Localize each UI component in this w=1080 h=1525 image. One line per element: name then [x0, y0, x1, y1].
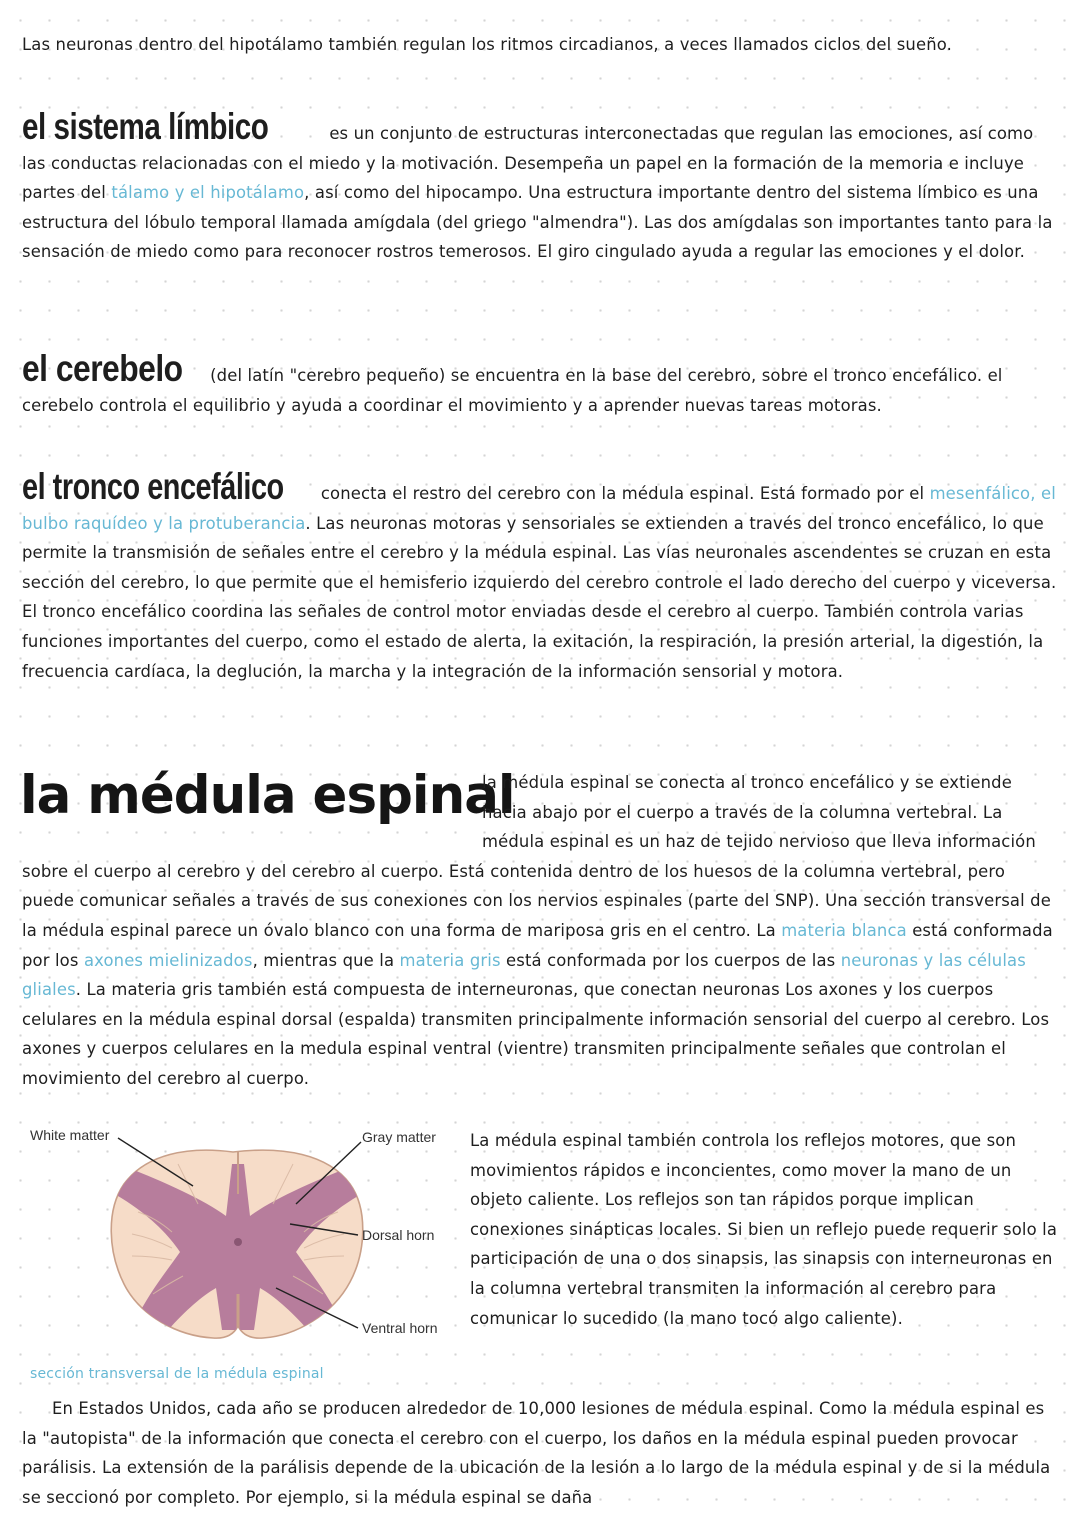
link-white-matter: materia blanca	[781, 920, 907, 940]
reflex-section	[470, 1126, 1062, 1333]
spinal-cord-figure	[28, 1124, 453, 1356]
last-section	[22, 1394, 1062, 1512]
heading-spacer	[22, 768, 482, 828]
cerebellum-heading: el cerebelo	[22, 348, 183, 389]
central-canal	[234, 1238, 242, 1246]
cerebellum-section	[22, 348, 1062, 420]
brainstem-section	[22, 466, 1062, 686]
brainstem-text-1: conecta el restro del cerebro con la médula espinal. Está formado por el	[320, 484, 925, 503]
link-neurons-glia: neuronas y las células gliales	[22, 950, 1026, 1000]
link-myelinated-axons: axones mielinizados	[83, 950, 253, 970]
intro-text: Las neuronas dentro del hipotálamo también regulan los ritmos circadianos, a veces llamados ciclos del sueño.	[22, 35, 952, 54]
limbic-text-1: es un conjunto de estructuras interconectadas que regulan las emociones, así como las conductas relacionadas con el miedo y la motivación. Desempeña un papel en la formación de la memoria e incluye partes del	[22, 124, 1034, 203]
limbic-section	[22, 106, 1062, 267]
spinal-text-4: está conformada por los cuerpos de las	[506, 950, 836, 970]
spinal-text-1: la médula espinal se conecta al tronco encefálico y se extiende hacia abajo por el cuerpo a través de la columna vertebral. La médula espinal es un haz de tejido nervioso que lleva información sobre el cuerpo al cerebro y del cerebro al cuerpo. Está contenida dentro de los huesos de la columna vertebral, pero puede comunicar señales a través de sus conexiones con los nervios espinales (parte del SNP). Una sección transversal de la médula espinal parece un óvalo blanco con una forma de mariposa gris en el centro. La	[22, 773, 1051, 940]
spinal-text-2: está conformada por los	[22, 920, 1053, 970]
limbic-paragraph	[22, 106, 1062, 267]
spinal-heading: la médula espinal	[20, 765, 515, 826]
limbic-text-2: , así como del hipocampo. Una estructura importante dentro del sistema límbico es una estructura del lóbulo temporal llamada amígdala (del griego "almendra"). Las dos amígdalas son importantes tanto para la sensación de miedo como para reconocer rostros temerosos. El giro cingulado ayuda a regular las emociones y el dolor.	[22, 183, 1053, 262]
spinal-text-5: . La materia gris también está compuesta de interneuronas, que conectan neuronas Los axones y los cuerpos celulares en la médula espinal dorsal (espalda) transmiten principalmente información sensorial del cuerpo al cerebro. Los axones y cuerpos celulares en la medula espinal ventral (vientre) transmiten principalmente señales que controlan el movimiento del cerebro al cuerpo.	[22, 980, 1050, 1088]
cerebellum-text: (del latín "cerebro pequeño) se encuentra en la base del cerebro, sobre el tronco encefálico. el cerebelo controla el equilibrio y ayuda a coordinar el movimiento y a aprender nuevas tareas motoras.	[22, 366, 1003, 415]
label-ventral-horn: Ventral horn	[362, 1320, 438, 1336]
spinal-paragraph	[20, 765, 1062, 1094]
figure-caption: sección transversal de la médula espinal	[30, 1366, 324, 1382]
brainstem-text-2: . Las neuronas motoras y sensoriales se extienden a través del tronco encefálico, lo que permite la transmisión de señales entre el cerebro y la médula espinal. Las vías neuronales ascendentes se cruzan en esta sección del cerebro, lo que permite que el hemisferio izquierdo del cerebro controle el lado derecho del cuerpo y viceversa. El tronco encefálico coordina las señales de control motor enviadas desde el cerebro al cuerpo. También controla varias funciones importantes del cuerpo, como el estado de alerta, la exitación, la respiración, la presión arterial, la digestión, la frecuencia cardíaca, la deglución, la marcha y la integración de la información sensorial y motora.	[22, 513, 1057, 681]
brainstem-link-parts: mesenfálico, el bulbo raquídeo y la protuberancia	[22, 484, 1056, 533]
label-white-matter: White matter	[30, 1127, 110, 1143]
intro-section	[22, 30, 1062, 60]
reflex-text: La médula espinal también controla los reflejos motores, que son movimientos rápidos e inconcientes, como mover la mano de un objeto caliente. Los reflejos son tan rápidos porque implican conexiones sinápticas locales. Si bien un reflejo puede requerir solo la participación de una o dos sinapsis, las sinapsis con interneuronas en la columna vertebral transmiten la información al cerebro para comunicar lo sucedido (la mano tocó algo caliente).	[470, 1131, 1058, 1328]
label-dorsal-horn: Dorsal horn	[362, 1227, 435, 1243]
brainstem-heading: el tronco encefálico	[22, 466, 284, 507]
spinal-section	[20, 765, 1062, 1094]
link-gray-matter: materia gris	[399, 950, 501, 970]
brainstem-paragraph	[22, 466, 1062, 686]
limbic-link-thalamus: tálamo y el hipotálamo	[111, 183, 305, 203]
cerebellum-paragraph	[22, 348, 1062, 420]
label-gray-matter: Gray matter	[362, 1129, 436, 1145]
spinal-text-3: , mientras que la	[252, 950, 395, 970]
limbic-heading: el sistema límbico	[22, 106, 269, 147]
last-text: En Estados Unidos, cada año se producen alrededor de 10,000 lesiones de médula espinal. Como la médula espinal es la "autopista" de la información que conecta el cerebro con el cuerpo, los daños en la médula espinal pueden provocar parálisis. La extensión de la parálisis depende de la ubicación de la lesión a lo largo de la médula espinal y de si la médula se seccionó por completo. Por ejemplo, si la médula espinal se daña	[22, 1399, 1051, 1507]
